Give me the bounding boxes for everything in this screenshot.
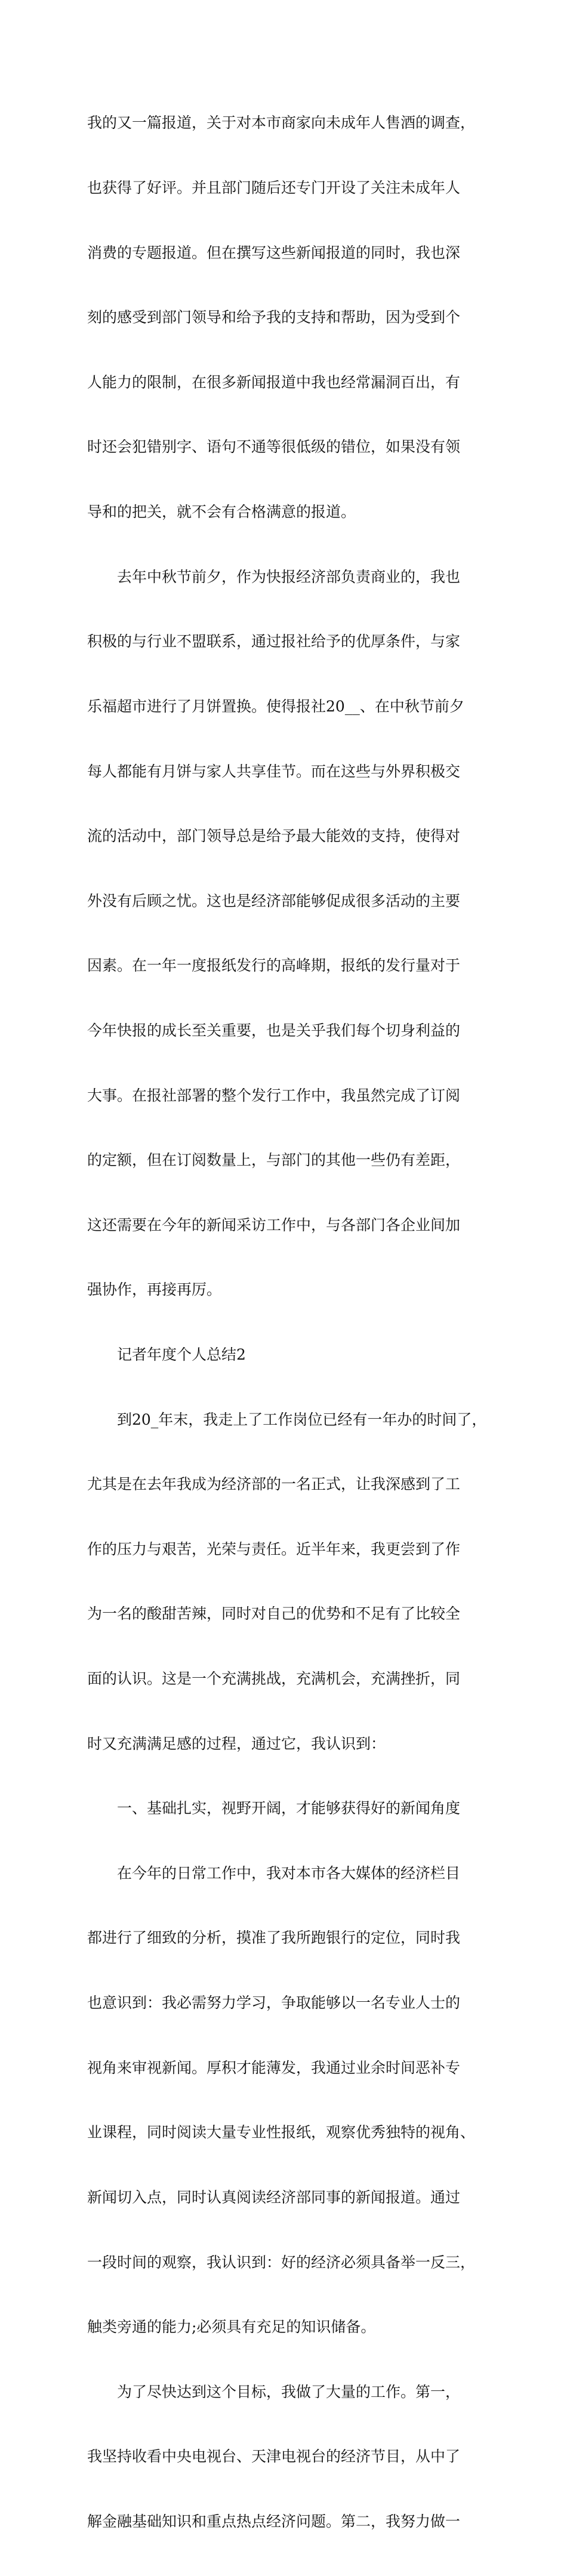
document-body — [87, 69, 487, 2576]
text-line: 人能力的限制，在很多新闻报道中我也经常漏洞百出，有 — [87, 373, 461, 391]
document-page — [87, 69, 487, 2576]
text-line: 在今年的日常工作中，我对本市各大媒体的经济栏目 — [87, 1864, 461, 1882]
text-line: 刻的感受到部门领导和给予我的支持和帮助，因为受到个 — [87, 309, 461, 326]
text-line: 一段时间的观察，我认识到：好的经济必须具备举一反三， — [87, 2253, 476, 2271]
subsection-heading: 一、基础扎实，视野开阔，才能够获得好的新闻角度 — [87, 1799, 461, 1817]
text-line: 这还需要在今年的新闻采访工作中，与各部门各企业间加 — [87, 1216, 461, 1234]
text-line: 大事。在报社部署的整个发行工作中，我虽然完成了订阅 — [87, 1086, 461, 1104]
text-line: 因素。在一年一度报纸发行的高峰期，报纸的发行量对于 — [87, 957, 461, 975]
text-line: 我坚持收看中央电视台、天津电视台的经济节目，从中了 — [87, 2448, 461, 2466]
text-line: 积极的与行业不盟联系，通过报社给予的优厚条件，与家 — [87, 633, 461, 651]
text-line: 外没有后顾之忧。这也是经济部能够促成很多活动的主要 — [87, 892, 461, 910]
text-line: 时还会犯错别字、语句不通等很低级的错位，如果没有领 — [87, 438, 461, 456]
text-line: 视角来审视新闻。厚积才能薄发，我通过业余时间恶补专 — [87, 2059, 461, 2076]
text-line: 新闻切入点，同时认真阅读经济部同事的新闻报道。通过 — [87, 2188, 461, 2206]
text-line: 的定额，但在订阅数量上，与部门的其他一些仍有差距， — [87, 1151, 461, 1169]
text-line: 去年中秋节前夕，作为快报经济部负责商业的，我也 — [87, 568, 461, 586]
text-line: 为了尽快达到这个目标，我做了大量的工作。第一， — [87, 2383, 461, 2401]
text-line: 作的压力与艰苦，光荣与责任。近半年来，我更尝到了作 — [87, 1540, 461, 1558]
text-line: 触类旁通的能力;必须具有充足的知识储备。 — [87, 2318, 376, 2336]
text-line: 消费的专题报道。但在撰写这些新闻报道的同时，我也深 — [87, 244, 461, 261]
text-line: 为一名的酸甜苦辣，同时对自己的优势和不足有了比较全 — [87, 1605, 461, 1623]
text-line: 强协作，再接再厉。 — [87, 1281, 222, 1299]
text-line: 也意识到：我必需努力学习，争取能够以一名专业人士的 — [87, 1994, 461, 2012]
text-line: 流的活动中，部门领导总是给予最大能效的支持，使得对 — [87, 827, 461, 845]
text-line: 时又充满满足感的过程，通过它，我认识到： — [87, 1734, 386, 1752]
text-line: 每人都能有月饼与家人共享佳节。而在这些与外界积极交 — [87, 762, 461, 780]
section-heading: 记者年度个人总结2 — [87, 1345, 246, 1363]
text-line: 都进行了细致的分析，摸准了我所跑银行的定位，同时我 — [87, 1929, 461, 1947]
text-line: 到20_年末，我走上了工作岗位已经有一年办的时间了， — [87, 1410, 487, 1428]
text-line: 今年快报的成长至关重要，也是关乎我们每个切身利益的 — [87, 1021, 461, 1039]
text-line: 解金融基础知识和重点热点经济问题。第二，我努力做一 — [87, 2512, 461, 2530]
text-line: 尤其是在去年我成为经济部的一名正式，让我深感到了工 — [87, 1475, 461, 1493]
text-line: 我的又一篇报道，关于对本市商家向未成年人售酒的调查， — [87, 114, 476, 132]
text-line: 也获得了好评。并且部门随后还专门开设了关注未成年人 — [87, 179, 461, 197]
text-line: 导和的把关，就不会有合格满意的报道。 — [87, 503, 356, 521]
text-line: 面的认识。这是一个充满挑战，充满机会，充满挫折，同 — [87, 1670, 461, 1688]
text-line: 乐福超市进行了月饼置换。使得报社20__、在中秋节前夕 — [87, 697, 464, 715]
text-line: 业课程，同时阅读大量专业性报纸，观察优秀独特的视角、 — [87, 2124, 476, 2141]
